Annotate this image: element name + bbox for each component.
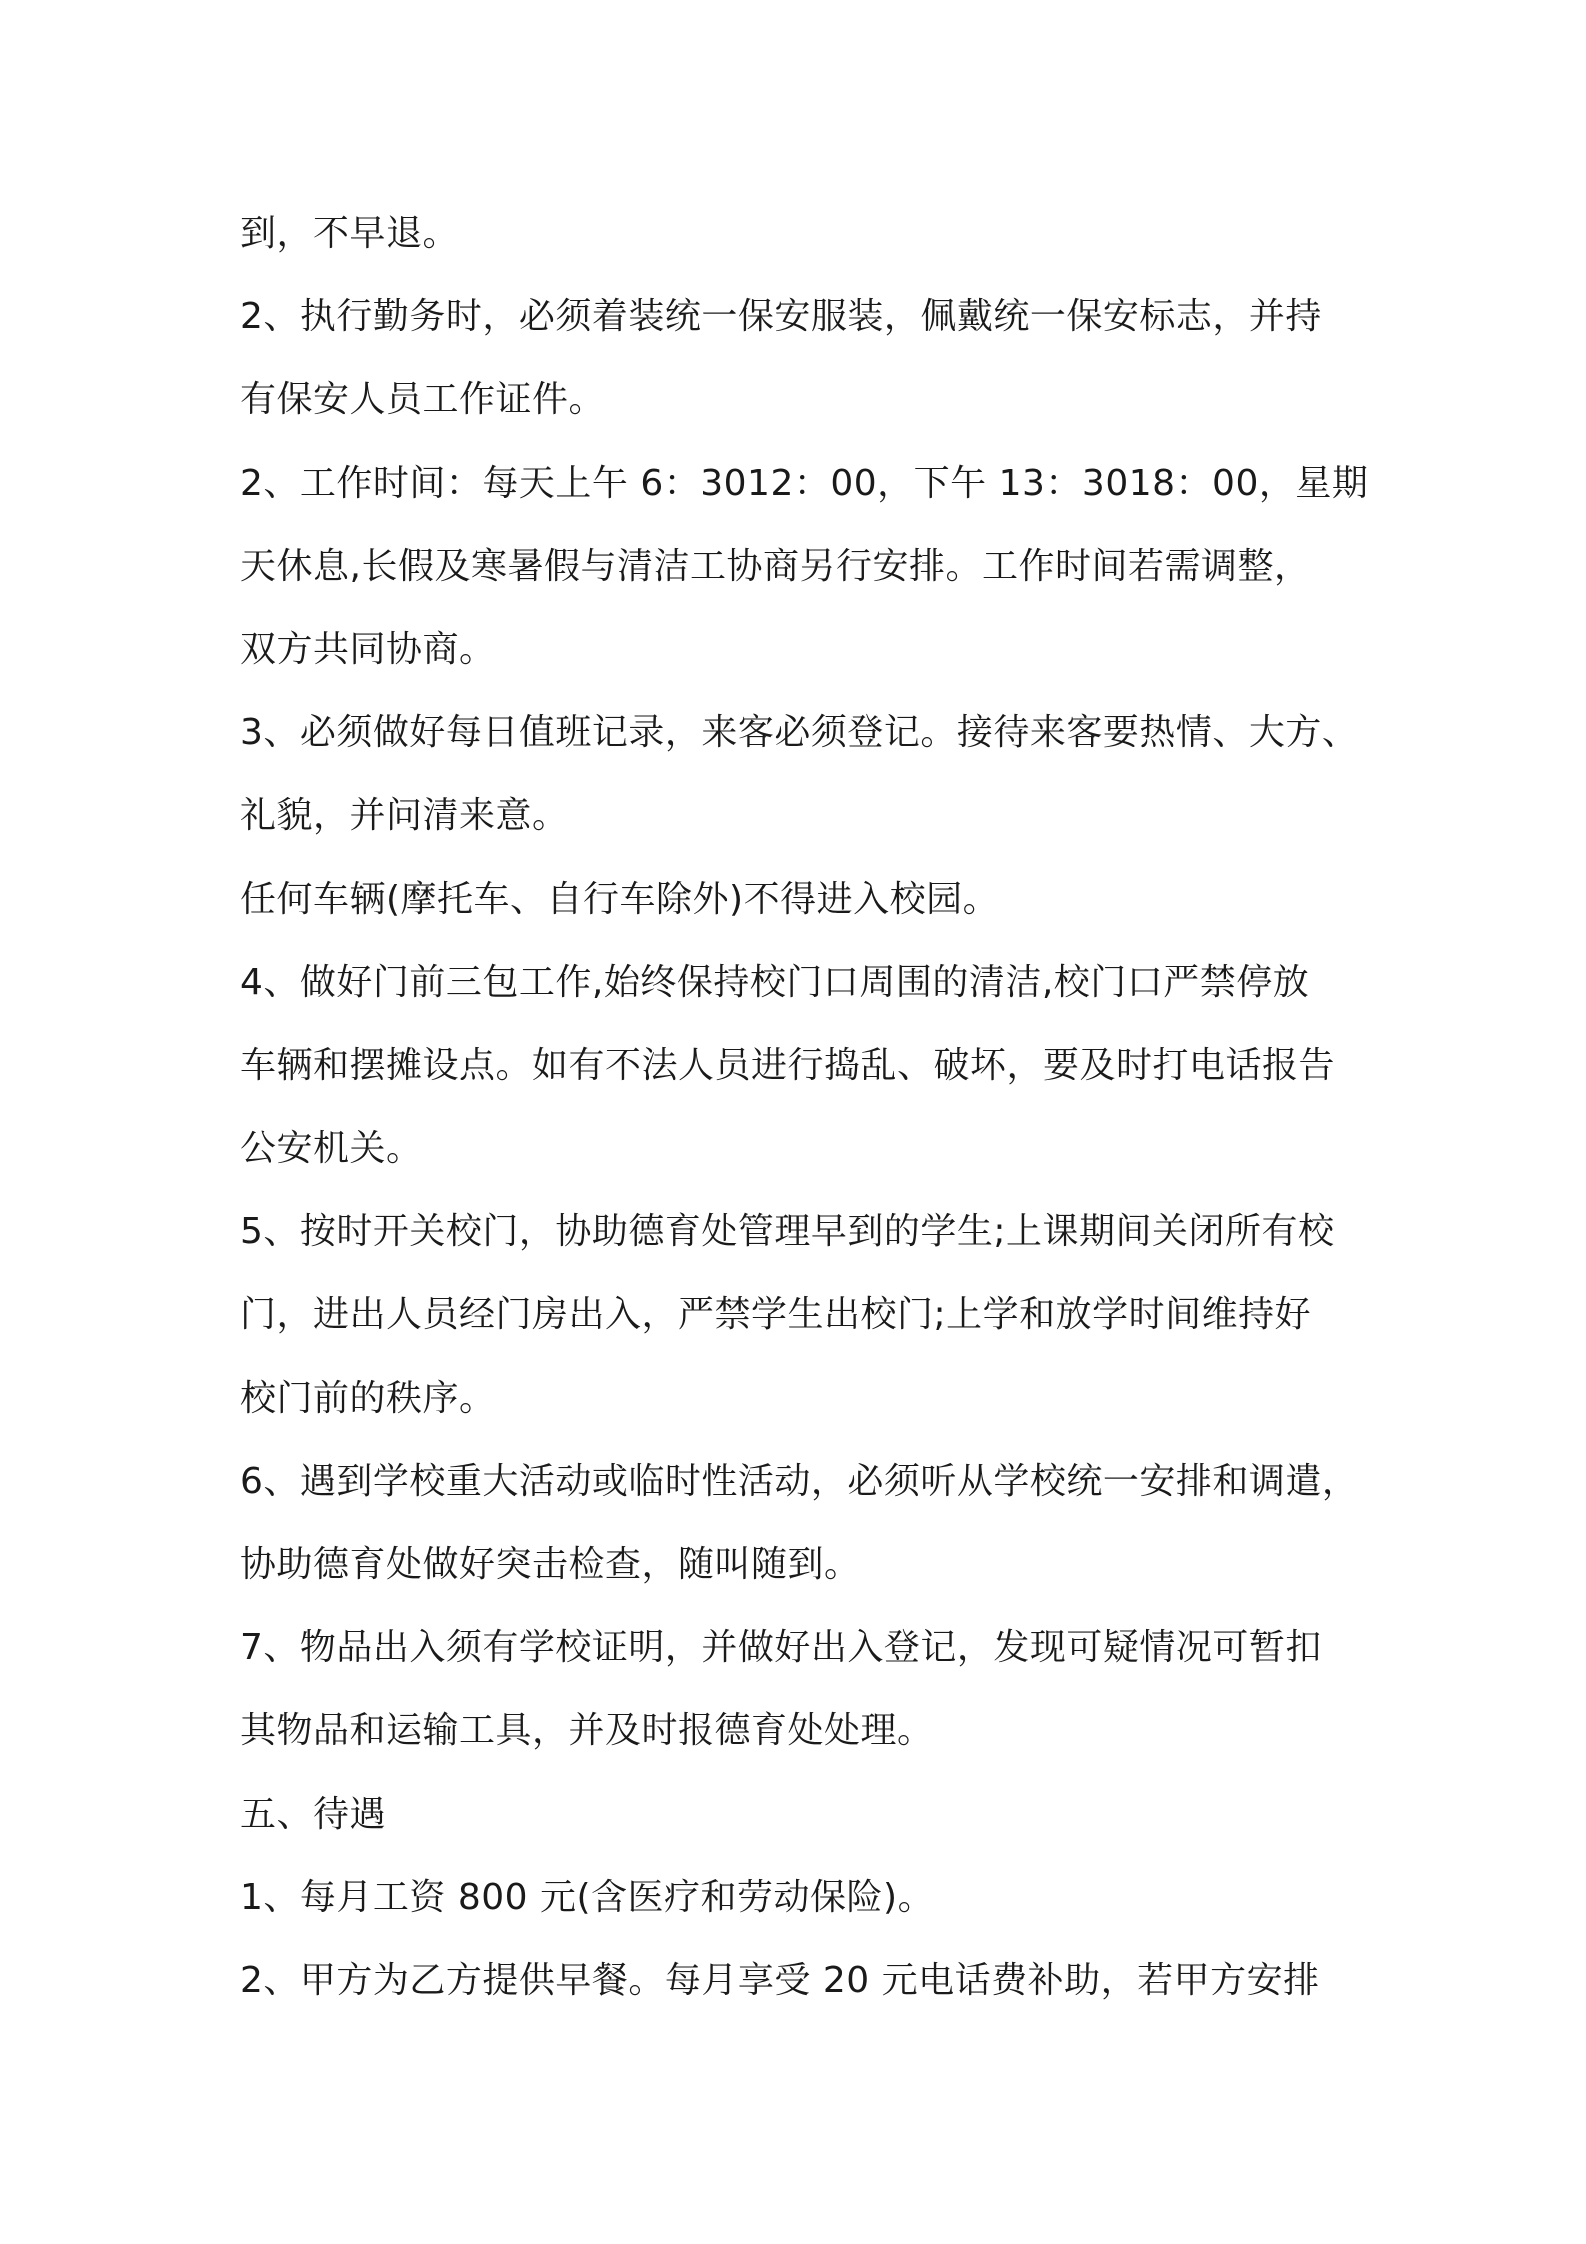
text-line: 2、甲方为乙方提供早餐。每月享受 20 元电话费补助，若甲方安排 <box>240 1959 1320 2001</box>
text-line: 其物品和运输工具，并及时报德育处处理。 <box>240 1710 934 1752</box>
text-line: 4、做好门前三包工作,始终保持校门口周围的清洁,校门口严禁停放 <box>240 961 1310 1003</box>
text-line: 双方共同协商。 <box>240 628 496 670</box>
text-line: 到，不早退。 <box>240 213 460 254</box>
text-line: 1、每月工资 800 元(含医疗和劳动保险)。 <box>240 1876 935 1918</box>
text-line: 天休息,长假及寒暑假与清洁工协商另行安排。工作时间若需调整， <box>240 545 1311 587</box>
text-line: 校门前的秩序。 <box>240 1377 496 1419</box>
text-line: 5、按时开关校门，协助德育处管理早到的学生;上课期间关闭所有校 <box>240 1211 1335 1253</box>
text-line: 有保安人员工作证件。 <box>240 379 606 421</box>
text-line: 门，进出人员经门房出入，严禁学生出校门;上学和放学时间维持好 <box>240 1294 1312 1336</box>
text-line: 任何车辆(摩托车、自行车除外)不得进入校园。 <box>240 878 1000 920</box>
document-body <box>240 192 1390 2022</box>
text-line: 6、遇到学校重大活动或临时性活动，必须听从学校统一安排和调遣， <box>240 1460 1359 1502</box>
text-line: 协助德育处做好突击检查，随叫随到。 <box>240 1544 861 1585</box>
text-line: 2、执行勤务时，必须着装统一保安服装，佩戴统一保安标志，并持 <box>240 296 1322 338</box>
text-line: 3、必须做好每日值班记录，来客必须登记。接待来客要热情、大方、 <box>240 712 1359 754</box>
text-line: 车辆和摆摊设点。如有不法人员进行捣乱、破坏，要及时打电话报告 <box>240 1044 1336 1086</box>
text-line: 公安机关。 <box>240 1128 423 1170</box>
section-heading: 五、待遇 <box>240 1793 387 1835</box>
text-line: 7、物品出入须有学校证明，并做好出入登记，发现可疑情况可暂扣 <box>240 1627 1322 1669</box>
text-line: 礼貌，并问清来意。 <box>240 795 569 837</box>
text-line: 2、工作时间：每天上午 6：3012：00，下午 13：3018：00，星期 <box>240 462 1369 504</box>
